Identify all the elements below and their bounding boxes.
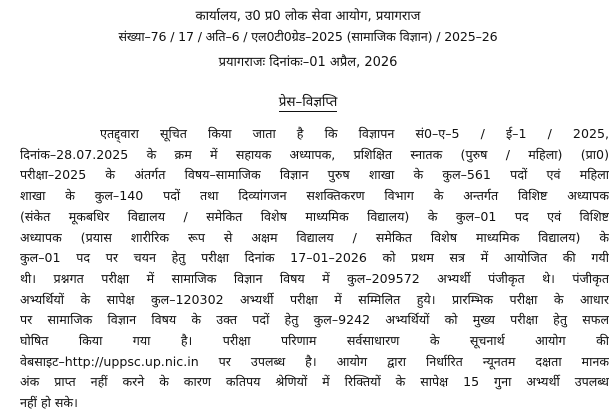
- body-line: कुल–01 पद पर चयन हेतु परीक्षा दिनांक 17–01–2026 को प्रथम सत्र में आयोजित की गयी: [20, 250, 609, 266]
- office-heading: कार्यालय, उ0 प्र0 लोक सेवा आयोग, प्रयागराज: [195, 9, 421, 24]
- press-release-body: [20, 124, 609, 414]
- body-line: वेबसाइट–http://uppsc.up.nic.in पर उपलब्ध है। आयोग द्वारा निर्धारित न्यूनतम दक्षता मानक: [20, 353, 609, 369]
- body-line: (संकेत मूकबधिर विद्यालय / समेकित विशेष माध्यमिक विद्यालय) के कुल–01 पद एवं विशिष्ट: [20, 208, 609, 224]
- body-line: घोषित किया गया है। परीक्षा परिणाम सर्वसाधारण के सूचनार्थ आयोग की: [20, 333, 609, 349]
- body-line: नहीं हो सके।: [20, 395, 78, 411]
- body-line: शाखा के कुल–140 पदों तथा दिव्यांगजन सशक्तिकरण विभाग के अन्तर्गत विशिष्ट अध्यापक: [20, 188, 609, 204]
- reference-number: संख्या–76 / 17 / अति–6 / एल0टी0ग्रेड–2025 (सामाजिक विज्ञान) / 2025–26: [118, 29, 498, 44]
- body-line: अंक प्राप्त नहीं करने के कारण कतिपय श्रेणियों में रिक्तियों के सापेक्ष 15 गुना अभ्यर्थी उपलब्ध: [20, 374, 609, 390]
- body-line: अभ्यर्थियों के सापेक्ष कुल–120302 अभ्यर्थी परीक्षा में सम्मिलित हुये। प्रारम्भिक परीक्षा के आधार: [20, 291, 609, 307]
- body-line: दिनांक–28.07.2025 के क्रम में सहायक अध्यापक, प्रशिक्षित स्नातक (पुरुष / महिला) (प्रा0): [20, 146, 609, 162]
- press-release-title-wrap: [0, 92, 616, 110]
- press-release-title: प्रेस–विज्ञप्ति: [278, 94, 338, 110]
- body-line: पर सामाजिक विज्ञान विषय के उक्त पदों हेतु कुल–9242 अभ्यर्थियों को मुख्य परीक्षा हेतु सफल: [20, 312, 609, 328]
- place-date: प्रयागराजः दिनांकः–01 अप्रैल, 2026: [218, 55, 398, 70]
- body-line: थी। प्रश्नगत परीक्षा में सामाजिक विज्ञान विषय में कुल–209572 अभ्यर्थी पंजीकृत थे। पंजीकृत: [20, 270, 609, 286]
- body-line: परीक्षा–2025 के अंतर्गत विषय–सामाजिक विज्ञान पुरुष शाखा के कुल–561 पदों एवं महिला: [20, 167, 609, 183]
- body-line: अध्यापक (प्रयास शारीरिक रूप से अक्षम विद्यालय / समेकित विशेष माध्यमिक विद्यालय) के: [20, 229, 609, 245]
- body-line: एतद्द्वारा सूचित किया जाता है कि विज्ञापन सं0–ए–5 / ई–1 / 2025,: [100, 126, 609, 141]
